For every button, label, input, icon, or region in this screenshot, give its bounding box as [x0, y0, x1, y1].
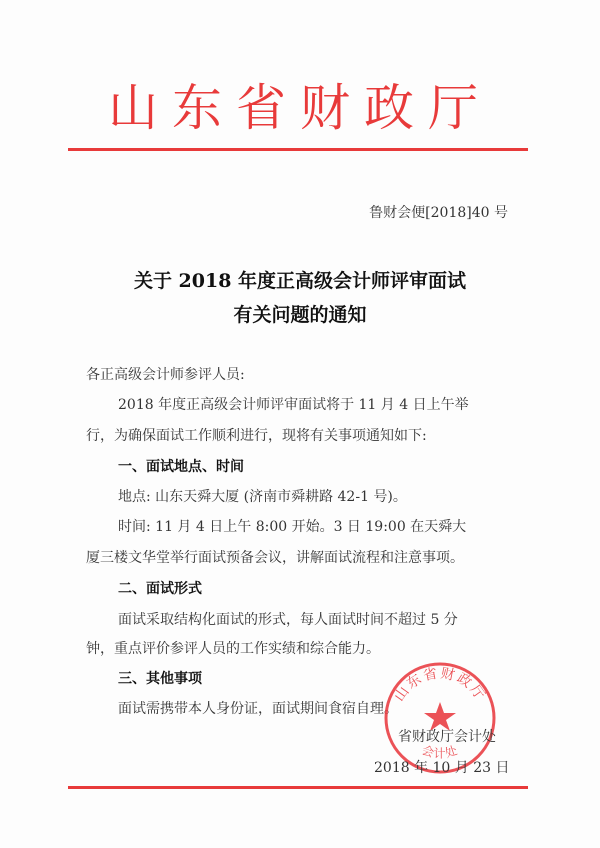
section-2-heading: 二、面试形式: [118, 581, 202, 597]
footer-red-rule: [68, 786, 528, 789]
form-line-1: 面试采取结构化面试的形式，每人面试时间不超过 5 分: [118, 612, 458, 628]
notice-title-line-2: 有关问题的通知: [233, 304, 367, 326]
salutation: 各正高级会计师参评人员:: [86, 367, 245, 383]
svg-text:会计处: 会计处: [420, 742, 460, 761]
section-1-heading: 一、面试地点、时间: [118, 459, 244, 475]
location-line: 地点: 山东天舜大厦 (济南市舜耕路 42-1 号)。: [118, 489, 407, 505]
document-number: 鲁财会便[2018]40 号: [369, 205, 508, 221]
form-line-2: 钟，重点评价参评人员的工作实绩和综合能力。: [86, 641, 380, 657]
signer-name: 省财政厅会计处: [398, 729, 496, 745]
time-line-1: 时间: 11 月 4 日上午 8:00 开始。3 日 19:00 在天舜大: [118, 519, 467, 535]
notice-title-line-1: 关于 2018 年度正高级会计师评审面试: [133, 270, 467, 292]
issue-date: 2018 年 10 月 23 日: [374, 760, 510, 776]
intro-line-1: 2018 年度正高级会计师评审面试将于 11 月 4 日上午举: [118, 397, 469, 413]
time-line-2: 厦三楼文华堂举行面试预备会议，讲解面试流程和注意事项。: [86, 550, 464, 566]
intro-line-2: 行，为确保面试工作顺利进行，现将有关事项通知如下:: [86, 428, 427, 444]
header-red-rule: [68, 148, 528, 151]
issuing-authority-title: 山东省财政厅: [108, 79, 492, 137]
svg-text:山东省财政厅: 山东省财政厅: [391, 665, 489, 705]
other-line-1: 面试需携带本人身份证，面试期间食宿自理。: [118, 701, 398, 717]
section-3-heading: 三、其他事项: [118, 671, 202, 687]
